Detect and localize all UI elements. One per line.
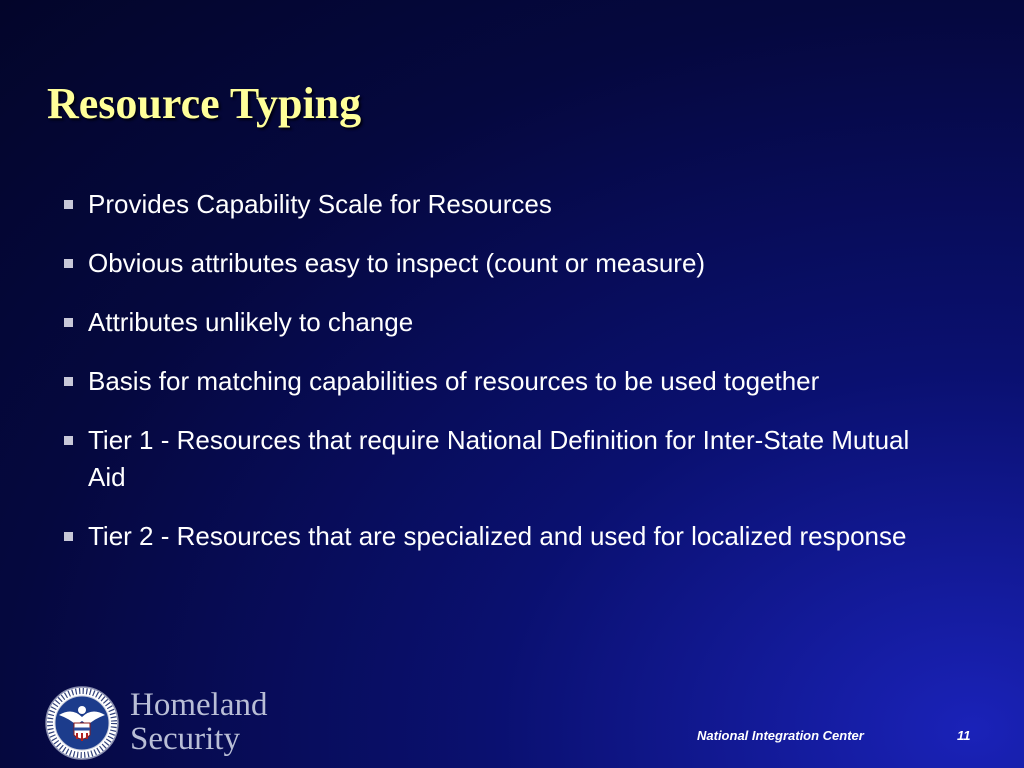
bullet-text: Provides Capability Scale for Resources — [88, 189, 552, 219]
bullet-item — [62, 363, 878, 400]
footer-organization: National Integration Center — [697, 728, 864, 743]
bullet-text: Tier 2 - Resources that are specialized and used for localized response — [88, 521, 907, 551]
page-number: 11 — [957, 728, 971, 743]
square-bullet-icon — [64, 259, 73, 268]
square-bullet-icon — [64, 532, 73, 541]
bullet-item — [62, 518, 978, 555]
square-bullet-icon — [64, 436, 73, 445]
dhs-seal-icon — [44, 685, 120, 761]
bullet-list — [62, 186, 962, 577]
bullet-item — [62, 245, 962, 282]
square-bullet-icon — [64, 200, 73, 209]
bullet-item — [62, 422, 938, 496]
slide-title: Resource Typing — [47, 79, 362, 128]
square-bullet-icon — [64, 318, 73, 327]
bullet-text: Attributes unlikely to change — [88, 307, 414, 337]
bullet-text: Basis for matching capabilities of resources to be used together — [88, 366, 820, 396]
logo-line-homeland: Homeland — [130, 687, 268, 723]
bullet-item — [62, 304, 962, 341]
logo-line-security: Security — [130, 721, 240, 757]
bullet-text: Obvious attributes easy to inspect (count or measure) — [88, 248, 706, 278]
homeland-security-logo — [44, 685, 304, 763]
bullet-item — [62, 186, 962, 223]
square-bullet-icon — [64, 377, 73, 386]
bullet-text: Tier 1 - Resources that require National Definition for Inter-State Mutual Aid — [88, 425, 910, 492]
